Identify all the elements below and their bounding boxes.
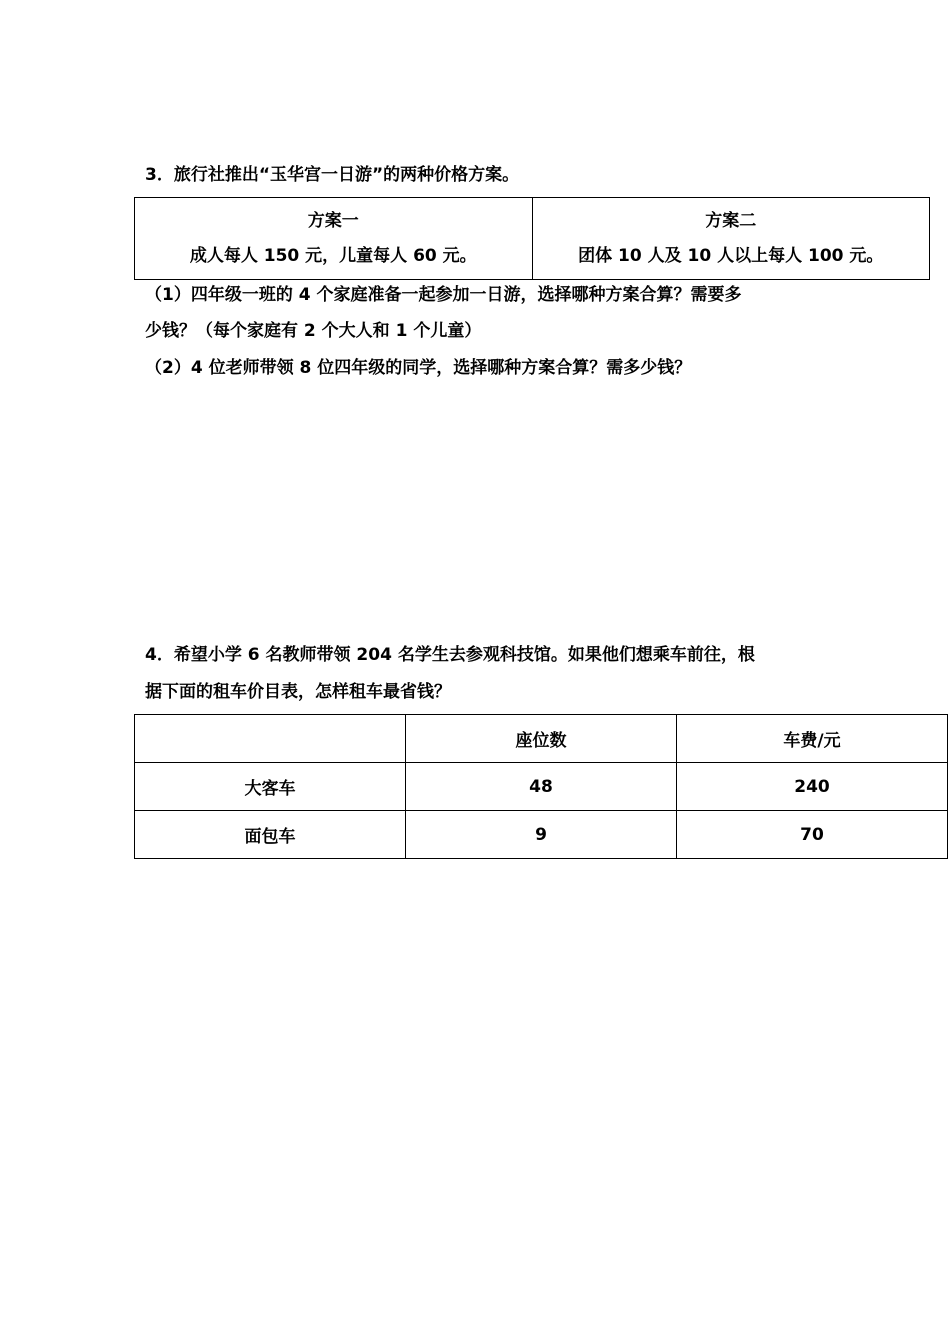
row-label-van: 面包车 — [135, 811, 406, 859]
price-plan-table — [134, 197, 930, 280]
plan-one-desc: 成人每人 150 元，儿童每人 60 元。 — [189, 246, 477, 266]
header-cell-empty — [135, 715, 406, 763]
header-cell-fare: 车费/元 — [677, 715, 948, 763]
row-value-van-seats: 9 — [406, 811, 677, 859]
plan-two-cell — [532, 198, 930, 280]
row-value-bus-seats: 48 — [406, 763, 677, 811]
header-cell-seats: 座位数 — [406, 715, 677, 763]
table-header-row — [135, 715, 948, 763]
plan-one-title: 方案一 — [307, 211, 359, 231]
plan-one-cell — [135, 198, 533, 280]
row-value-bus-fare: 240 — [677, 763, 948, 811]
table-row — [135, 763, 948, 811]
car-rental-table — [134, 714, 948, 859]
plan-two-desc: 团体 10 人及 10 人以上每人 100 元。 — [578, 246, 884, 266]
table-row — [135, 811, 948, 859]
q4-line1: 4．希望小学 6 名教师带领 204 名学生去参观科技馆。如果他们想乘车前往，根 — [145, 645, 755, 665]
q4-line2: 据下面的租车价目表，怎样租车最省钱？ — [145, 682, 451, 702]
row-label-bus: 大客车 — [135, 763, 406, 811]
q3-sub1-line2: 少钱？（每个家庭有 2 个大人和 1 个儿童） — [145, 321, 482, 341]
q3-sub2: （2）4 位老师带领 8 位四年级的同学，选择哪种方案合算？需多少钱？ — [145, 358, 692, 378]
row-value-van-fare: 70 — [677, 811, 948, 859]
q3-sub1-line1: （1）四年级一班的 4 个家庭准备一起参加一日游，选择哪种方案合算？需要多 — [145, 285, 742, 305]
q3-heading: 3．旅行社推出“玉华宫一日游”的两种价格方案。 — [145, 165, 520, 185]
plan-two-title: 方案二 — [705, 211, 757, 231]
